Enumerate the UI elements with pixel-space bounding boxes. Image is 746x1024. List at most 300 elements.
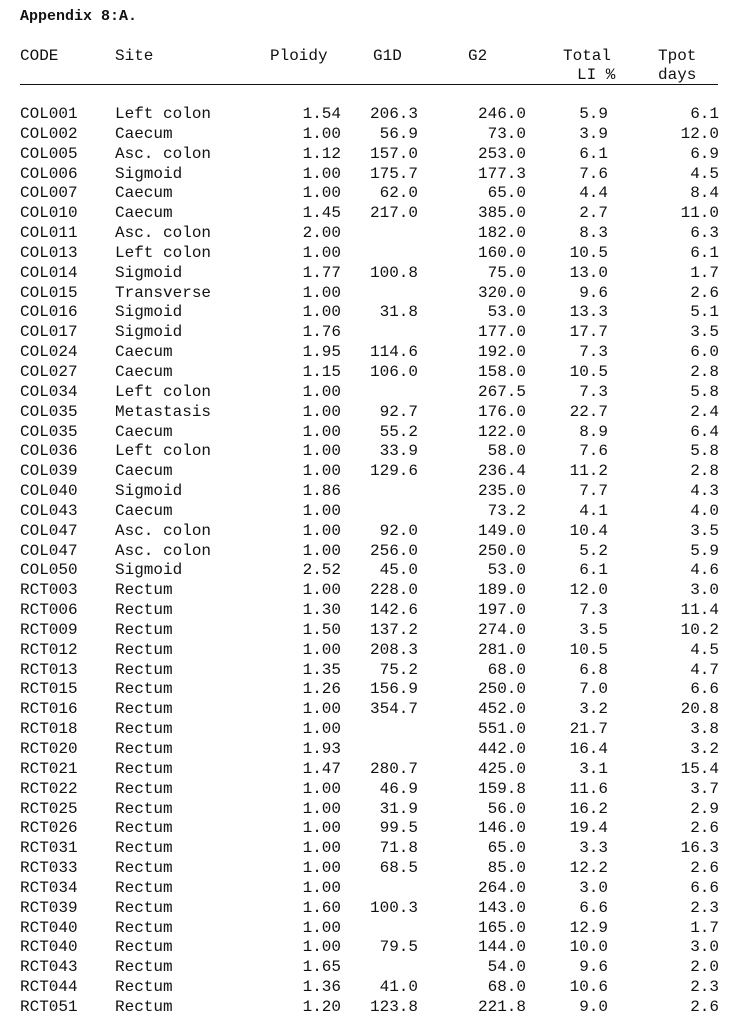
cell-ploidy: 1.00 [302, 243, 341, 262]
cell-code: RCT043 [20, 958, 78, 977]
table-row [0, 879, 746, 899]
cell-site: Caecum [115, 501, 173, 520]
cell-g1d: 45.0 [379, 561, 418, 580]
table-row [0, 958, 746, 978]
cell-tpot: 6.6 [690, 878, 719, 897]
cell-site: Rectum [115, 958, 173, 977]
cell-li: 7.6 [579, 442, 608, 461]
table-row [0, 145, 746, 165]
cell-g1d: 41.0 [379, 978, 418, 997]
cell-g1d: 46.9 [379, 779, 418, 798]
table-row [0, 621, 746, 641]
cell-code: COL024 [20, 343, 78, 362]
cell-site: Caecum [115, 343, 173, 362]
cell-g1d: 68.5 [379, 859, 418, 878]
table-row [0, 998, 746, 1018]
cell-tpot: 16.3 [680, 839, 719, 858]
cell-ploidy: 1.00 [302, 859, 341, 878]
cell-ploidy: 1.00 [302, 422, 341, 441]
cell-g2: 189.0 [477, 581, 526, 600]
cell-ploidy: 1.00 [302, 779, 341, 798]
cell-li: 6.6 [579, 898, 608, 917]
cell-li: 4.1 [579, 501, 608, 520]
cell-site: Left colon [115, 105, 212, 123]
cell-ploidy: 1.95 [302, 343, 341, 362]
cell-tpot: 3.8 [690, 720, 719, 739]
cell-tpot: 4.5 [690, 640, 719, 659]
cell-site: Rectum [115, 938, 173, 957]
cell-ploidy: 1.26 [302, 680, 341, 699]
table-row [0, 522, 746, 542]
cell-site: Rectum [115, 799, 173, 818]
cell-g2: 122.0 [477, 422, 526, 441]
cell-g1d: 156.9 [369, 680, 418, 699]
cell-tpot: 2.3 [690, 898, 719, 917]
cell-ploidy: 1.76 [302, 323, 341, 342]
table-row [0, 244, 746, 264]
cell-g2: 197.0 [477, 601, 526, 620]
cell-g2: 192.0 [477, 343, 526, 362]
cell-ploidy: 1.54 [302, 105, 341, 123]
cell-g2: 56.0 [487, 799, 526, 818]
cell-tpot: 5.1 [690, 303, 719, 322]
header-ploidy: Ploidy [270, 47, 328, 65]
cell-g1d: 100.8 [369, 263, 418, 282]
cell-tpot: 3.5 [690, 521, 719, 540]
cell-ploidy: 1.00 [302, 184, 341, 203]
cell-g2: 65.0 [487, 184, 526, 203]
table-row [0, 800, 746, 820]
cell-ploidy: 1.35 [302, 660, 341, 679]
cell-code: RCT040 [20, 938, 78, 957]
cell-site: Sigmoid [115, 482, 183, 501]
cell-g1d: 157.0 [369, 144, 418, 163]
cell-li: 7.0 [579, 680, 608, 699]
cell-site: Metastasis [115, 402, 212, 421]
cell-li: 13.0 [569, 263, 608, 282]
table-row [0, 323, 746, 343]
cell-g1d: 206.3 [369, 105, 418, 123]
cell-g2: 73.0 [487, 124, 526, 143]
header-tpot-line2: days [658, 66, 697, 84]
cell-g2: 149.0 [477, 521, 526, 540]
cell-li: 17.7 [569, 323, 608, 342]
cell-site: Rectum [115, 740, 173, 758]
cell-li: 6.8 [579, 660, 608, 679]
cell-ploidy: 1.00 [302, 878, 341, 897]
cell-li: 3.0 [579, 878, 608, 897]
cell-ploidy: 1.00 [302, 819, 341, 838]
cell-code: RCT012 [20, 640, 78, 659]
cell-tpot: 2.4 [690, 402, 719, 421]
cell-code: RCT033 [20, 859, 78, 878]
table-row [0, 601, 746, 621]
cell-ploidy: 1.45 [302, 204, 341, 223]
cell-li: 7.3 [579, 601, 608, 620]
cell-g1d: 55.2 [379, 422, 418, 441]
table-row [0, 502, 746, 522]
cell-tpot: 6.1 [690, 243, 719, 262]
cell-tpot: 1.7 [690, 918, 719, 937]
cell-g2: 246.0 [477, 105, 526, 123]
cell-code: RCT018 [20, 720, 78, 739]
table-row [0, 819, 746, 839]
cell-g2: 68.0 [487, 660, 526, 679]
cell-tpot: 6.9 [690, 144, 719, 163]
cell-site: Rectum [115, 720, 173, 739]
table-row [0, 899, 746, 919]
table-row [0, 859, 746, 879]
cell-g2: 442.0 [477, 740, 526, 758]
cell-li: 21.7 [569, 720, 608, 739]
cell-code: COL034 [20, 382, 78, 401]
cell-li: 6.1 [579, 144, 608, 163]
cell-code: COL006 [20, 164, 78, 183]
cell-code: RCT051 [20, 997, 78, 1016]
table-row [0, 978, 746, 998]
cell-g1d: 79.5 [379, 938, 418, 957]
cell-li: 10.4 [569, 521, 608, 540]
cell-site: Caecum [115, 422, 173, 441]
header-code: CODE [20, 47, 59, 65]
cell-code: RCT015 [20, 680, 78, 699]
cell-li: 22.7 [569, 402, 608, 421]
cell-code: RCT031 [20, 839, 78, 858]
cell-site: Rectum [115, 978, 173, 997]
cell-li: 7.6 [579, 164, 608, 183]
table-row [0, 423, 746, 443]
cell-tpot: 4.5 [690, 164, 719, 183]
cell-g2: 236.4 [477, 462, 526, 481]
cell-tpot: 2.6 [690, 283, 719, 302]
cell-li: 8.9 [579, 422, 608, 441]
header-g2: G2 [468, 47, 488, 65]
cell-g1d: 217.0 [369, 204, 418, 223]
table-row [0, 383, 746, 403]
table-row [0, 680, 746, 700]
cell-g1d: 92.7 [379, 402, 418, 421]
cell-code: RCT013 [20, 660, 78, 679]
cell-site: Sigmoid [115, 323, 183, 342]
cell-ploidy: 1.00 [302, 918, 341, 937]
cell-tpot: 6.6 [690, 680, 719, 699]
cell-ploidy: 1.00 [302, 700, 341, 719]
cell-tpot: 6.0 [690, 343, 719, 362]
cell-site: Left colon [115, 243, 212, 262]
cell-g1d: 175.7 [369, 164, 418, 183]
cell-site: Caecum [115, 462, 173, 481]
table-row [0, 700, 746, 720]
header-total-line1: Total [563, 47, 612, 65]
cell-code: RCT006 [20, 601, 78, 620]
cell-g2: 182.0 [477, 224, 526, 243]
cell-code: COL050 [20, 561, 78, 580]
table-row [0, 561, 746, 581]
cell-site: Rectum [115, 859, 173, 878]
cell-li: 3.3 [579, 839, 608, 858]
cell-li: 2.7 [579, 204, 608, 223]
cell-tpot: 2.6 [690, 859, 719, 878]
cell-ploidy: 1.77 [302, 263, 341, 282]
cell-ploidy: 1.00 [302, 521, 341, 540]
cell-site: Asc. colon [115, 144, 212, 163]
cell-ploidy: 1.00 [302, 938, 341, 957]
table-row [0, 125, 746, 145]
cell-tpot: 1.7 [690, 263, 719, 282]
cell-tpot: 6.4 [690, 422, 719, 441]
cell-g2: 54.0 [487, 958, 526, 977]
cell-g2: 158.0 [477, 362, 526, 381]
cell-code: COL016 [20, 303, 78, 322]
cell-li: 3.1 [579, 759, 608, 778]
cell-tpot: 6.3 [690, 224, 719, 243]
cell-g1d: 33.9 [379, 442, 418, 461]
cell-li: 5.2 [579, 541, 608, 560]
cell-ploidy: 1.00 [302, 303, 341, 322]
cell-ploidy: 1.30 [302, 601, 341, 620]
header-total-line2: LI % [577, 66, 616, 84]
cell-site: Asc. colon [115, 521, 212, 540]
cell-g2: 85.0 [487, 859, 526, 878]
cell-code: COL043 [20, 501, 78, 520]
cell-site: Caecum [115, 184, 173, 203]
cell-ploidy: 1.15 [302, 362, 341, 381]
cell-ploidy: 1.47 [302, 759, 341, 778]
table-row [0, 184, 746, 204]
table-row [0, 224, 746, 244]
cell-tpot: 4.0 [690, 501, 719, 520]
cell-li: 9.0 [579, 997, 608, 1016]
cell-ploidy: 1.00 [302, 283, 341, 302]
cell-g2: 452.0 [477, 700, 526, 719]
cell-code: COL007 [20, 184, 78, 203]
cell-site: Left colon [115, 382, 212, 401]
cell-site: Rectum [115, 680, 173, 699]
cell-tpot: 3.2 [690, 740, 719, 758]
cell-ploidy: 1.00 [302, 501, 341, 520]
cell-g1d: 56.9 [379, 124, 418, 143]
cell-g1d: 31.8 [379, 303, 418, 322]
cell-code: RCT021 [20, 759, 78, 778]
cell-code: COL040 [20, 482, 78, 501]
cell-li: 6.1 [579, 561, 608, 580]
appendix-title: Appendix 8:A. [20, 8, 138, 25]
cell-ploidy: 1.36 [302, 978, 341, 997]
table-row [0, 720, 746, 740]
cell-ploidy: 1.65 [302, 958, 341, 977]
cell-li: 10.5 [569, 640, 608, 659]
cell-g1d: 106.0 [369, 362, 418, 381]
table-row [0, 542, 746, 562]
cell-code: COL047 [20, 541, 78, 560]
cell-g2: 267.5 [477, 382, 526, 401]
cell-site: Rectum [115, 819, 173, 838]
cell-code: RCT003 [20, 581, 78, 600]
table-row [0, 403, 746, 423]
cell-tpot: 8.4 [690, 184, 719, 203]
cell-g1d: 92.0 [379, 521, 418, 540]
data-table-body [0, 105, 746, 1018]
cell-tpot: 20.8 [680, 700, 719, 719]
cell-tpot: 2.6 [690, 819, 719, 838]
cell-code: COL027 [20, 362, 78, 381]
table-row [0, 919, 746, 939]
cell-g2: 176.0 [477, 402, 526, 421]
cell-code: RCT044 [20, 978, 78, 997]
cell-li: 9.6 [579, 958, 608, 977]
cell-site: Rectum [115, 839, 173, 858]
cell-g2: 144.0 [477, 938, 526, 957]
cell-site: Asc. colon [115, 541, 212, 560]
cell-li: 12.2 [569, 859, 608, 878]
cell-code: COL036 [20, 442, 78, 461]
cell-g2: 385.0 [477, 204, 526, 223]
cell-code: RCT026 [20, 819, 78, 838]
cell-li: 4.4 [579, 184, 608, 203]
cell-tpot: 4.7 [690, 660, 719, 679]
cell-li: 5.9 [579, 105, 608, 123]
cell-ploidy: 1.86 [302, 482, 341, 501]
cell-tpot: 4.6 [690, 561, 719, 580]
table-row [0, 780, 746, 800]
cell-code: RCT020 [20, 740, 78, 758]
cell-site: Rectum [115, 601, 173, 620]
cell-g2: 143.0 [477, 898, 526, 917]
cell-code: COL015 [20, 283, 78, 302]
cell-ploidy: 1.00 [302, 442, 341, 461]
cell-code: COL047 [20, 521, 78, 540]
cell-g2: 253.0 [477, 144, 526, 163]
cell-code: COL001 [20, 105, 78, 123]
cell-g2: 177.0 [477, 323, 526, 342]
cell-site: Rectum [115, 898, 173, 917]
cell-code: RCT040 [20, 918, 78, 937]
cell-site: Rectum [115, 878, 173, 897]
cell-site: Caecum [115, 124, 173, 143]
cell-code: RCT022 [20, 779, 78, 798]
cell-tpot: 2.9 [690, 799, 719, 818]
cell-ploidy: 1.12 [302, 144, 341, 163]
cell-site: Left colon [115, 442, 212, 461]
cell-g2: 177.3 [477, 164, 526, 183]
cell-site: Sigmoid [115, 561, 183, 580]
cell-site: Sigmoid [115, 303, 183, 322]
cell-code: RCT034 [20, 878, 78, 897]
table-row [0, 760, 746, 780]
cell-tpot: 4.3 [690, 482, 719, 501]
cell-code: RCT025 [20, 799, 78, 818]
cell-tpot: 5.8 [690, 382, 719, 401]
cell-li: 9.6 [579, 283, 608, 302]
table-row [0, 165, 746, 185]
cell-g1d: 256.0 [369, 541, 418, 560]
cell-g2: 264.0 [477, 878, 526, 897]
cell-tpot: 3.5 [690, 323, 719, 342]
cell-ploidy: 1.00 [302, 640, 341, 659]
cell-g1d: 99.5 [379, 819, 418, 838]
cell-ploidy: 1.93 [302, 740, 341, 758]
cell-ploidy: 1.50 [302, 620, 341, 639]
table-row [0, 363, 746, 383]
cell-g2: 146.0 [477, 819, 526, 838]
cell-g2: 65.0 [487, 839, 526, 858]
cell-g2: 73.2 [487, 501, 526, 520]
cell-g1d: 137.2 [369, 620, 418, 639]
cell-tpot: 2.8 [690, 462, 719, 481]
header-g1d: G1D [373, 47, 402, 65]
table-row [0, 482, 746, 502]
table-row [0, 105, 746, 125]
cell-g2: 58.0 [487, 442, 526, 461]
cell-li: 11.2 [569, 462, 608, 481]
cell-g1d: 142.6 [369, 601, 418, 620]
cell-li: 12.0 [569, 581, 608, 600]
cell-tpot: 10.2 [680, 620, 719, 639]
cell-code: COL002 [20, 124, 78, 143]
cell-tpot: 5.8 [690, 442, 719, 461]
cell-g1d: 129.6 [369, 462, 418, 481]
cell-g2: 320.0 [477, 283, 526, 302]
cell-site: Rectum [115, 581, 173, 600]
cell-li: 19.4 [569, 819, 608, 838]
cell-code: COL035 [20, 402, 78, 421]
cell-g1d: 228.0 [369, 581, 418, 600]
table-row [0, 204, 746, 224]
cell-code: COL013 [20, 243, 78, 262]
cell-ploidy: 1.00 [302, 720, 341, 739]
cell-tpot: 11.0 [680, 204, 719, 223]
cell-g2: 53.0 [487, 303, 526, 322]
cell-code: COL039 [20, 462, 78, 481]
cell-tpot: 3.0 [690, 938, 719, 957]
cell-site: Transverse [115, 283, 212, 302]
cell-li: 8.3 [579, 224, 608, 243]
cell-g2: 425.0 [477, 759, 526, 778]
cell-g2: 221.8 [477, 997, 526, 1016]
cell-g1d: 31.9 [379, 799, 418, 818]
cell-site: Rectum [115, 779, 173, 798]
cell-site: Rectum [115, 700, 173, 719]
cell-g1d: 123.8 [369, 997, 418, 1016]
cell-ploidy: 1.00 [302, 124, 341, 143]
cell-g1d: 354.7 [369, 700, 418, 719]
cell-li: 3.9 [579, 124, 608, 143]
cell-ploidy: 1.00 [302, 164, 341, 183]
cell-ploidy: 1.00 [302, 541, 341, 560]
cell-code: COL010 [20, 204, 78, 223]
header-tpot-line1: Tpot [658, 47, 697, 65]
cell-tpot: 2.8 [690, 362, 719, 381]
cell-g1d: 280.7 [369, 759, 418, 778]
cell-g2: 274.0 [477, 620, 526, 639]
cell-li: 10.0 [569, 938, 608, 957]
cell-li: 11.6 [569, 779, 608, 798]
cell-site: Rectum [115, 918, 173, 937]
cell-li: 3.5 [579, 620, 608, 639]
cell-g1d: 71.8 [379, 839, 418, 858]
cell-ploidy: 1.00 [302, 799, 341, 818]
cell-tpot: 5.9 [690, 541, 719, 560]
cell-g2: 159.8 [477, 779, 526, 798]
cell-code: COL035 [20, 422, 78, 441]
header-site: Site [115, 47, 154, 65]
cell-g1d: 75.2 [379, 660, 418, 679]
cell-site: Rectum [115, 997, 173, 1016]
cell-code: RCT039 [20, 898, 78, 917]
cell-g1d: 208.3 [369, 640, 418, 659]
cell-li: 7.3 [579, 382, 608, 401]
cell-tpot: 3.7 [690, 779, 719, 798]
